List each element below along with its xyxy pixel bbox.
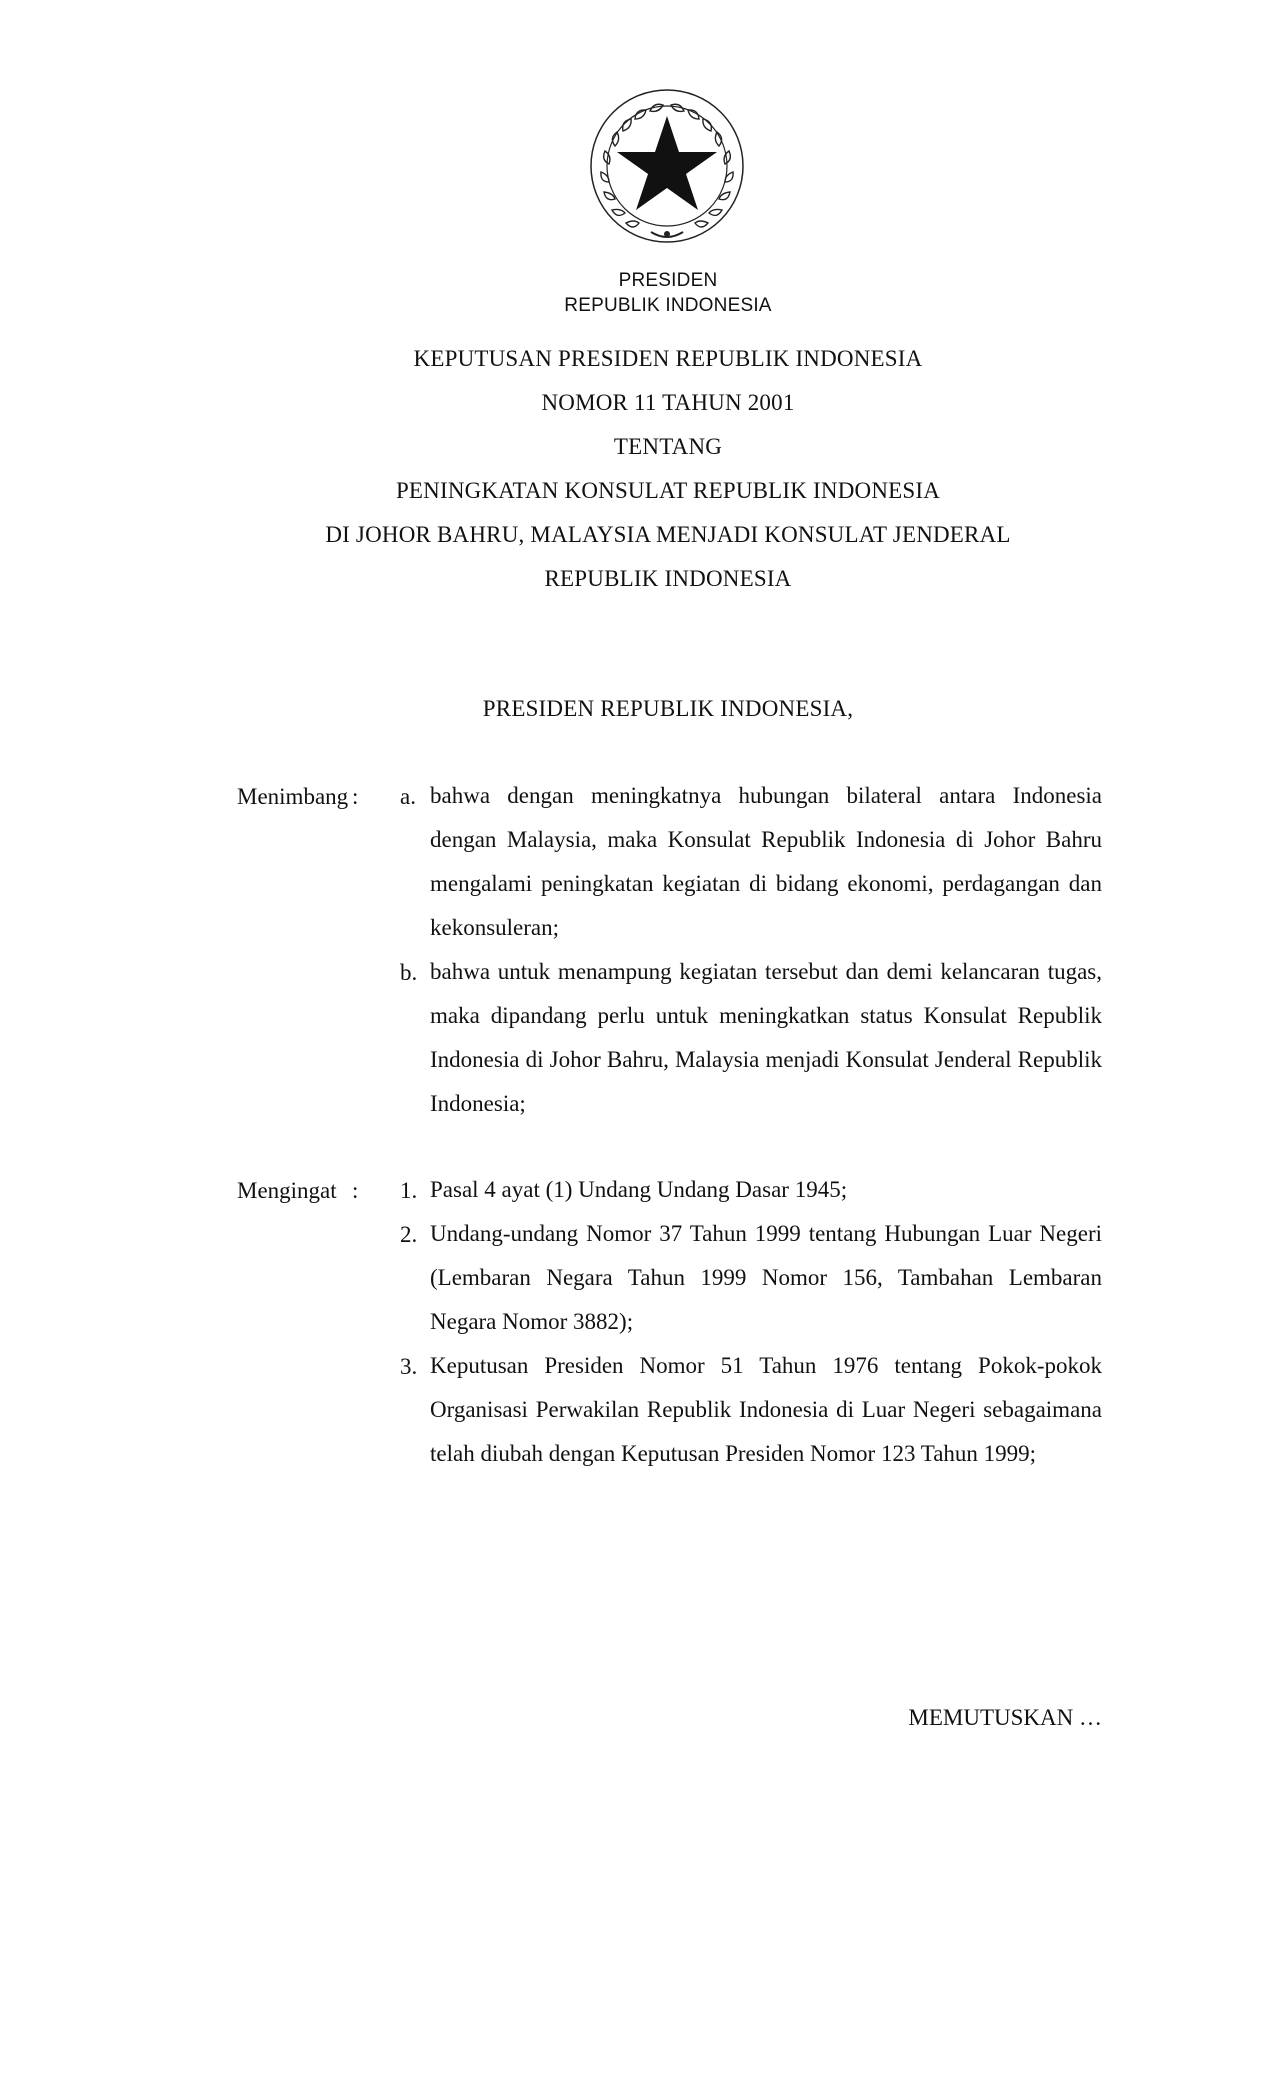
- doc-title-line-6: REPUBLIK INDONESIA: [544, 566, 792, 591]
- menimbang-marker-b: b.: [400, 960, 418, 985]
- menimbang-item-a: bahwa dengan meningkatnya hubungan bilateral antara Indonesia dengan Malaysia, maka Konsulat Republik Indonesia di Johor Bahru mengalami peningkatan kegiatan di bidang ekonomi, perdagangan dan kekonsuleran;: [430, 783, 1102, 940]
- doc-title-line-5: DI JOHOR BAHRU, MALAYSIA MENJADI KONSULAT JENDERAL: [325, 522, 1011, 547]
- issuer-heading: PRESIDEN REPUBLIK INDONESIA,: [482, 696, 854, 721]
- doc-title-line-4: PENINGKATAN KONSULAT REPUBLIK INDONESIA: [395, 478, 941, 503]
- office-title-republik: REPUBLIK INDONESIA: [564, 295, 772, 316]
- mengingat-label: Mengingat: [237, 1178, 337, 1203]
- office-title-presiden: PRESIDEN: [618, 270, 718, 291]
- doc-title-line-2: NOMOR 11 TAHUN 2001: [541, 390, 795, 415]
- menimbang-label: Menimbang: [237, 784, 349, 809]
- mengingat-marker-1: 1.: [400, 1178, 418, 1203]
- menimbang-marker-a: a.: [400, 784, 416, 809]
- doc-title-line-3: TENTANG: [613, 434, 723, 459]
- doc-title-line-1: KEPUTUSAN PRESIDEN REPUBLIK INDONESIA: [413, 346, 923, 371]
- mengingat-item-2: Undang-undang Nomor 37 Tahun 1999 tentang Hubungan Luar Negeri (Lembaran Negara Tahun 1999 Nomor 156, Tambahan Lembaran Negara Nomor 3882);: [430, 1221, 1102, 1334]
- mengingat-marker-2: 2.: [400, 1222, 418, 1247]
- presidential-star-seal-icon: [587, 86, 747, 246]
- mengingat-item-1: Pasal 4 ayat (1) Undang Undang Dasar 1945;: [430, 1177, 848, 1202]
- mengingat-marker-3: 3.: [400, 1354, 418, 1379]
- continuation-text: MEMUTUSKAN …: [908, 1705, 1102, 1730]
- presidential-seal: [587, 86, 747, 246]
- mengingat-item-3: Keputusan Presiden Nomor 51 Tahun 1976 tentang Pokok-pokok Organisasi Perwakilan Republik Indonesia di Luar Negeri sebagaimana telah diubah dengan Keputusan Presiden Nomor 123 Tahun 1999;: [430, 1353, 1102, 1466]
- menimbang-item-b: bahwa untuk menampung kegiatan tersebut dan demi kelancaran tugas, maka dipandang perlu untuk meningkatkan status Konsulat Republik Indonesia di Johor Bahru, Malaysia menjadi Konsulat Jenderal Republik Indonesia;: [430, 959, 1102, 1116]
- mengingat-colon: :: [352, 1178, 359, 1203]
- menimbang-colon: :: [352, 784, 359, 809]
